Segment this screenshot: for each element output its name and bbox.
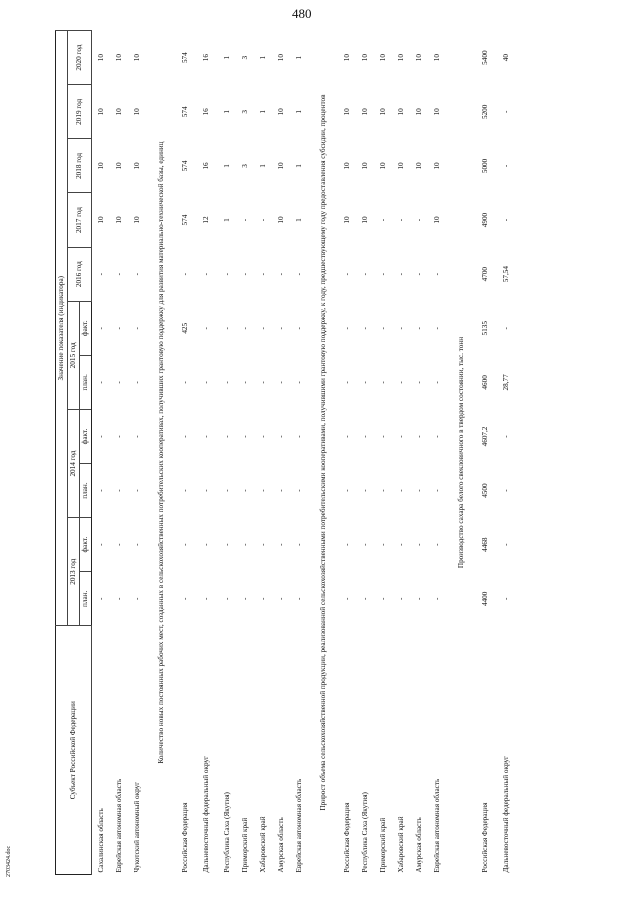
- value-cell: 4468: [480, 537, 489, 552]
- value-cell: -: [132, 489, 141, 492]
- value-cell: -: [180, 597, 189, 601]
- value-cell: -: [222, 435, 231, 438]
- value-cell: 10: [378, 162, 387, 170]
- value-cell: 10: [114, 108, 123, 116]
- value-cell: -: [360, 327, 369, 330]
- value-cell: -: [501, 543, 510, 546]
- value-cell: 10: [360, 108, 369, 116]
- value-cell: -: [396, 272, 405, 276]
- value-cell: -: [258, 597, 267, 601]
- value-cell: -: [276, 381, 285, 384]
- value-cell: 10: [132, 162, 141, 170]
- table-row: [410, 31, 428, 875]
- value-cell: -: [501, 489, 510, 492]
- value-cell: 5400: [480, 50, 489, 65]
- value-cell: -: [342, 597, 351, 601]
- value-cell: -: [258, 218, 267, 222]
- value-cell: 10: [114, 162, 123, 170]
- value-cell: -: [378, 381, 387, 384]
- value-cell: -: [378, 272, 387, 276]
- value-cell: -: [114, 327, 123, 330]
- table-row: [374, 31, 392, 875]
- subject-name: Российская Федерация: [480, 802, 489, 873]
- subject-name: Дальневосточный федеральный округ: [201, 755, 210, 873]
- subject-name: Дальневосточный федеральный округ: [501, 755, 510, 873]
- value-cell: -: [258, 489, 267, 492]
- subject-name: Республика Саха (Якутия): [222, 792, 231, 873]
- value-cell: 10: [396, 54, 405, 62]
- value-cell: 10: [378, 54, 387, 62]
- value-cell: -: [360, 381, 369, 384]
- value-cell: -: [276, 272, 285, 276]
- value-cell: 1: [222, 164, 231, 168]
- subject-name: Хабаровский край: [258, 816, 267, 873]
- value-cell: 10: [276, 162, 285, 170]
- value-cell: -: [432, 435, 441, 438]
- value-cell: 10: [96, 54, 105, 62]
- value-cell: 10: [96, 162, 105, 170]
- value-cell: -: [180, 543, 189, 546]
- value-cell: -: [258, 435, 267, 438]
- value-cell: -: [222, 543, 231, 546]
- table-row: [128, 31, 146, 875]
- value-cell: 28,77: [501, 374, 510, 391]
- year-header: 2016 год: [68, 247, 92, 301]
- value-cell: 4700: [480, 266, 489, 282]
- value-cell: -: [96, 543, 105, 546]
- subject-name: Еврейская автономная область: [432, 778, 441, 873]
- value-cell: -: [132, 597, 141, 601]
- value-cell: -: [414, 597, 423, 601]
- value-cell: -: [360, 272, 369, 276]
- value-cell: 1: [258, 164, 267, 168]
- value-cell: -: [96, 597, 105, 601]
- value-cell: -: [414, 327, 423, 330]
- year-header: 2014 год: [68, 409, 80, 517]
- value-cell: 1: [294, 164, 303, 168]
- value-cell: 10: [360, 162, 369, 170]
- value-cell: -: [414, 272, 423, 276]
- value-cell: -: [222, 327, 231, 330]
- value-cell: -: [276, 327, 285, 330]
- value-cell: -: [96, 327, 105, 330]
- value-cell: -: [396, 327, 405, 330]
- value-cell: -: [96, 381, 105, 384]
- value-cell: 10: [432, 162, 441, 170]
- year-header: 2019 год: [68, 85, 92, 139]
- subject-name: Республика Саха (Якутия): [360, 792, 369, 873]
- value-cell: 10: [132, 54, 141, 62]
- value-cell: 3: [240, 110, 249, 114]
- value-cell: -: [201, 435, 210, 438]
- value-cell: -: [132, 435, 141, 438]
- table-row: [236, 31, 254, 875]
- value-cell: -: [378, 327, 387, 330]
- subject-name: Российская Федерация: [342, 802, 351, 873]
- value-cell: 10: [414, 108, 423, 116]
- value-cell: -: [342, 435, 351, 438]
- value-cell: 10: [276, 216, 285, 224]
- value-cell: 10: [132, 108, 141, 116]
- value-cell: 16: [201, 54, 210, 62]
- value-cell: 3: [240, 164, 249, 168]
- value-cell: -: [501, 218, 510, 222]
- subject-name: Амурская область: [414, 817, 423, 873]
- table-row: [176, 31, 194, 875]
- section-title: Количество новых постоянных рабочих мест, созданных в сельскохозяйственных потребительских кооперативах, получивших грантовую поддержку для развития материально-технической базы, единиц: [156, 141, 165, 764]
- value-cell: 10: [396, 162, 405, 170]
- value-cell: 10: [342, 216, 351, 224]
- value-cell: 4400: [480, 591, 489, 606]
- value-cell: 10: [414, 54, 423, 62]
- table-row: [476, 31, 494, 875]
- table-row: [392, 31, 410, 875]
- value-cell: -: [294, 489, 303, 492]
- subject-name: Амурская область: [276, 817, 285, 873]
- value-cell: -: [96, 272, 105, 276]
- value-cell: -: [396, 218, 405, 222]
- value-cell: -: [114, 489, 123, 492]
- value-cell: -: [294, 272, 303, 276]
- value-cell: -: [96, 489, 105, 492]
- value-cell: 574: [180, 106, 189, 118]
- value-cell: -: [201, 597, 210, 601]
- fact-header: факт.: [80, 301, 92, 355]
- table-row: [218, 31, 236, 875]
- value-cell: -: [342, 381, 351, 384]
- value-cell: -: [114, 435, 123, 438]
- value-cell: 574: [180, 160, 189, 172]
- value-cell: 1: [258, 55, 267, 60]
- value-cell: -: [222, 381, 231, 384]
- value-cell: 10: [276, 108, 285, 116]
- value-cell: -: [378, 489, 387, 492]
- value-cell: -: [276, 435, 285, 438]
- value-cell: 1: [294, 218, 303, 222]
- value-cell: -: [240, 489, 249, 492]
- plan-header: план.: [80, 572, 92, 626]
- value-cell: -: [360, 435, 369, 438]
- value-cell: -: [180, 381, 189, 384]
- value-cell: -: [501, 597, 510, 601]
- value-cell: -: [342, 543, 351, 546]
- value-cell: -: [501, 110, 510, 114]
- value-cell: 10: [132, 216, 141, 224]
- value-cell: -: [240, 381, 249, 384]
- value-cell: -: [396, 489, 405, 492]
- subject-name: Еврейская автономная область: [294, 778, 303, 873]
- subject-name: Хабаровский край: [396, 816, 405, 873]
- value-cell: 16: [201, 108, 210, 116]
- value-cell: -: [180, 489, 189, 492]
- value-cell: 1: [222, 110, 231, 114]
- value-cell: 10: [360, 54, 369, 62]
- value-cell: -: [501, 327, 510, 330]
- value-cell: 10: [396, 108, 405, 116]
- subject-column-header: Субъект Российской Федерации: [56, 626, 92, 875]
- value-cell: -: [222, 489, 231, 492]
- value-cell: 12: [201, 216, 210, 224]
- value-cell: -: [258, 327, 267, 330]
- subject-name: Приморский край: [378, 817, 387, 873]
- value-cell: -: [432, 381, 441, 384]
- value-cell: -: [378, 435, 387, 438]
- table-row: [356, 31, 374, 875]
- value-cell: 10: [342, 108, 351, 116]
- value-cell: -: [201, 381, 210, 384]
- value-cell: -: [114, 597, 123, 601]
- value-cell: -: [294, 435, 303, 438]
- value-cell: -: [132, 543, 141, 546]
- value-cell: -: [132, 272, 141, 276]
- year-header: 2020 год: [68, 31, 92, 85]
- section-title-row: [446, 31, 476, 875]
- value-cell: 10: [360, 216, 369, 224]
- value-cell: -: [132, 381, 141, 384]
- value-cell: -: [360, 543, 369, 546]
- value-cell: 4600: [480, 375, 489, 390]
- table-row: [194, 31, 218, 875]
- value-cell: 5200: [480, 104, 489, 120]
- value-cell: -: [501, 164, 510, 168]
- value-cell: -: [114, 381, 123, 384]
- section-title: Производство сахара белого свекловичного в твердом состоянии, тыс. тонн: [456, 336, 465, 569]
- value-cell: 16: [201, 162, 210, 170]
- table-row: [110, 31, 128, 875]
- value-cell: 4500: [480, 483, 489, 498]
- value-cell: 1: [222, 55, 231, 60]
- value-cell: -: [432, 489, 441, 492]
- year-header: 2013 год: [68, 518, 80, 626]
- value-cell: 10: [114, 54, 123, 62]
- value-cell: -: [378, 543, 387, 546]
- value-cell: 57,54: [501, 266, 510, 283]
- subject-name: Еврейская автономная область: [114, 778, 123, 873]
- value-cell: -: [432, 272, 441, 276]
- value-cell: 10: [342, 162, 351, 170]
- value-cell: 10: [432, 54, 441, 62]
- table-header: [56, 31, 92, 875]
- value-cell: -: [396, 597, 405, 601]
- value-cell: -: [240, 272, 249, 276]
- value-cell: -: [132, 327, 141, 330]
- subject-name: Приморский край: [240, 817, 249, 873]
- value-cell: -: [222, 272, 231, 276]
- value-cell: -: [240, 543, 249, 546]
- value-cell: -: [201, 543, 210, 546]
- value-cell: -: [276, 543, 285, 546]
- fact-header: факт.: [80, 518, 92, 572]
- section-title: Прирост объема сельскохозяйственной продукции, реализованной сельскохозяйственными потребительскими кооперативами, получившими грантовую поддержку, к году, предшествующему году предоставления субсидии, процентов: [318, 94, 327, 811]
- year-header: 2017 год: [68, 193, 92, 247]
- value-cell: -: [432, 327, 441, 330]
- value-cell: 10: [96, 216, 105, 224]
- value-cell: -: [414, 435, 423, 438]
- value-cell: 10: [414, 162, 423, 170]
- value-cell: 4607,2: [480, 426, 489, 447]
- value-cell: -: [240, 218, 249, 222]
- value-cell: -: [276, 489, 285, 492]
- value-cell: -: [276, 597, 285, 601]
- table-row: [290, 31, 308, 875]
- subject-name: Российская Федерация: [180, 802, 189, 873]
- value-cell: -: [294, 327, 303, 330]
- value-title-header: Значение показателя (индикатора): [56, 31, 68, 626]
- value-cell: -: [396, 381, 405, 384]
- value-cell: -: [240, 597, 249, 601]
- value-cell: 574: [180, 52, 189, 64]
- value-cell: -: [396, 543, 405, 546]
- value-cell: -: [414, 381, 423, 384]
- value-cell: 10: [432, 108, 441, 116]
- value-cell: 4900: [480, 212, 489, 228]
- value-cell: 574: [180, 214, 189, 226]
- value-cell: -: [180, 272, 189, 276]
- value-cell: -: [96, 435, 105, 438]
- value-cell: 10: [342, 54, 351, 62]
- value-cell: 1: [258, 110, 267, 114]
- value-cell: -: [414, 218, 423, 222]
- value-cell: 10: [378, 108, 387, 116]
- value-cell: -: [414, 489, 423, 492]
- value-cell: -: [432, 543, 441, 546]
- value-cell: 10: [114, 216, 123, 224]
- value-cell: -: [294, 597, 303, 601]
- value-cell: 5000: [480, 158, 489, 174]
- value-cell: -: [378, 218, 387, 222]
- value-cell: -: [378, 597, 387, 601]
- table-row: [92, 31, 111, 875]
- value-cell: -: [360, 489, 369, 492]
- value-cell: -: [414, 543, 423, 546]
- subject-name: Сахалинская область: [96, 808, 105, 873]
- value-cell: -: [114, 272, 123, 276]
- value-cell: 10: [96, 108, 105, 116]
- table-body: [92, 31, 519, 875]
- subject-name: Чукотский автономный округ: [132, 781, 141, 873]
- value-cell: 10: [432, 216, 441, 224]
- value-cell: 3: [240, 55, 249, 60]
- value-cell: -: [201, 327, 210, 330]
- table-row: [338, 31, 356, 875]
- value-cell: -: [501, 435, 510, 438]
- value-cell: -: [258, 272, 267, 276]
- year-header: 2018 год: [68, 139, 92, 193]
- value-cell: -: [258, 543, 267, 546]
- value-cell: -: [240, 327, 249, 330]
- section-title-row: [146, 31, 176, 875]
- value-cell: -: [294, 381, 303, 384]
- plan-header: план.: [80, 464, 92, 518]
- value-cell: -: [294, 543, 303, 546]
- value-cell: 1: [294, 55, 303, 60]
- value-cell: -: [342, 272, 351, 276]
- value-cell: -: [342, 327, 351, 330]
- document-id: 2703424.doc: [6, 845, 12, 877]
- value-cell: -: [222, 597, 231, 601]
- value-cell: 1: [294, 110, 303, 114]
- value-cell: -: [342, 489, 351, 492]
- indicator-table: [55, 30, 518, 875]
- value-cell: 1: [222, 218, 231, 222]
- value-cell: -: [258, 381, 267, 384]
- value-cell: -: [432, 597, 441, 601]
- table-row: [428, 31, 446, 875]
- section-title-row: [308, 31, 338, 875]
- value-cell: -: [360, 597, 369, 601]
- value-cell: -: [201, 489, 210, 492]
- table-row: [254, 31, 272, 875]
- value-cell: -: [396, 435, 405, 438]
- year-header: 2015 год: [68, 301, 80, 409]
- plan-header: план.: [80, 355, 92, 409]
- value-cell: -: [240, 435, 249, 438]
- value-cell: -: [114, 543, 123, 546]
- value-cell: 425: [180, 322, 189, 334]
- page-number: 480: [292, 6, 312, 21]
- value-cell: -: [180, 435, 189, 438]
- fact-header: факт.: [80, 409, 92, 463]
- value-cell: 10: [276, 54, 285, 62]
- value-cell: 5135: [480, 321, 489, 336]
- table-row: [272, 31, 290, 875]
- value-cell: -: [201, 272, 210, 276]
- table-row: [494, 31, 518, 875]
- value-cell: 40: [501, 54, 510, 62]
